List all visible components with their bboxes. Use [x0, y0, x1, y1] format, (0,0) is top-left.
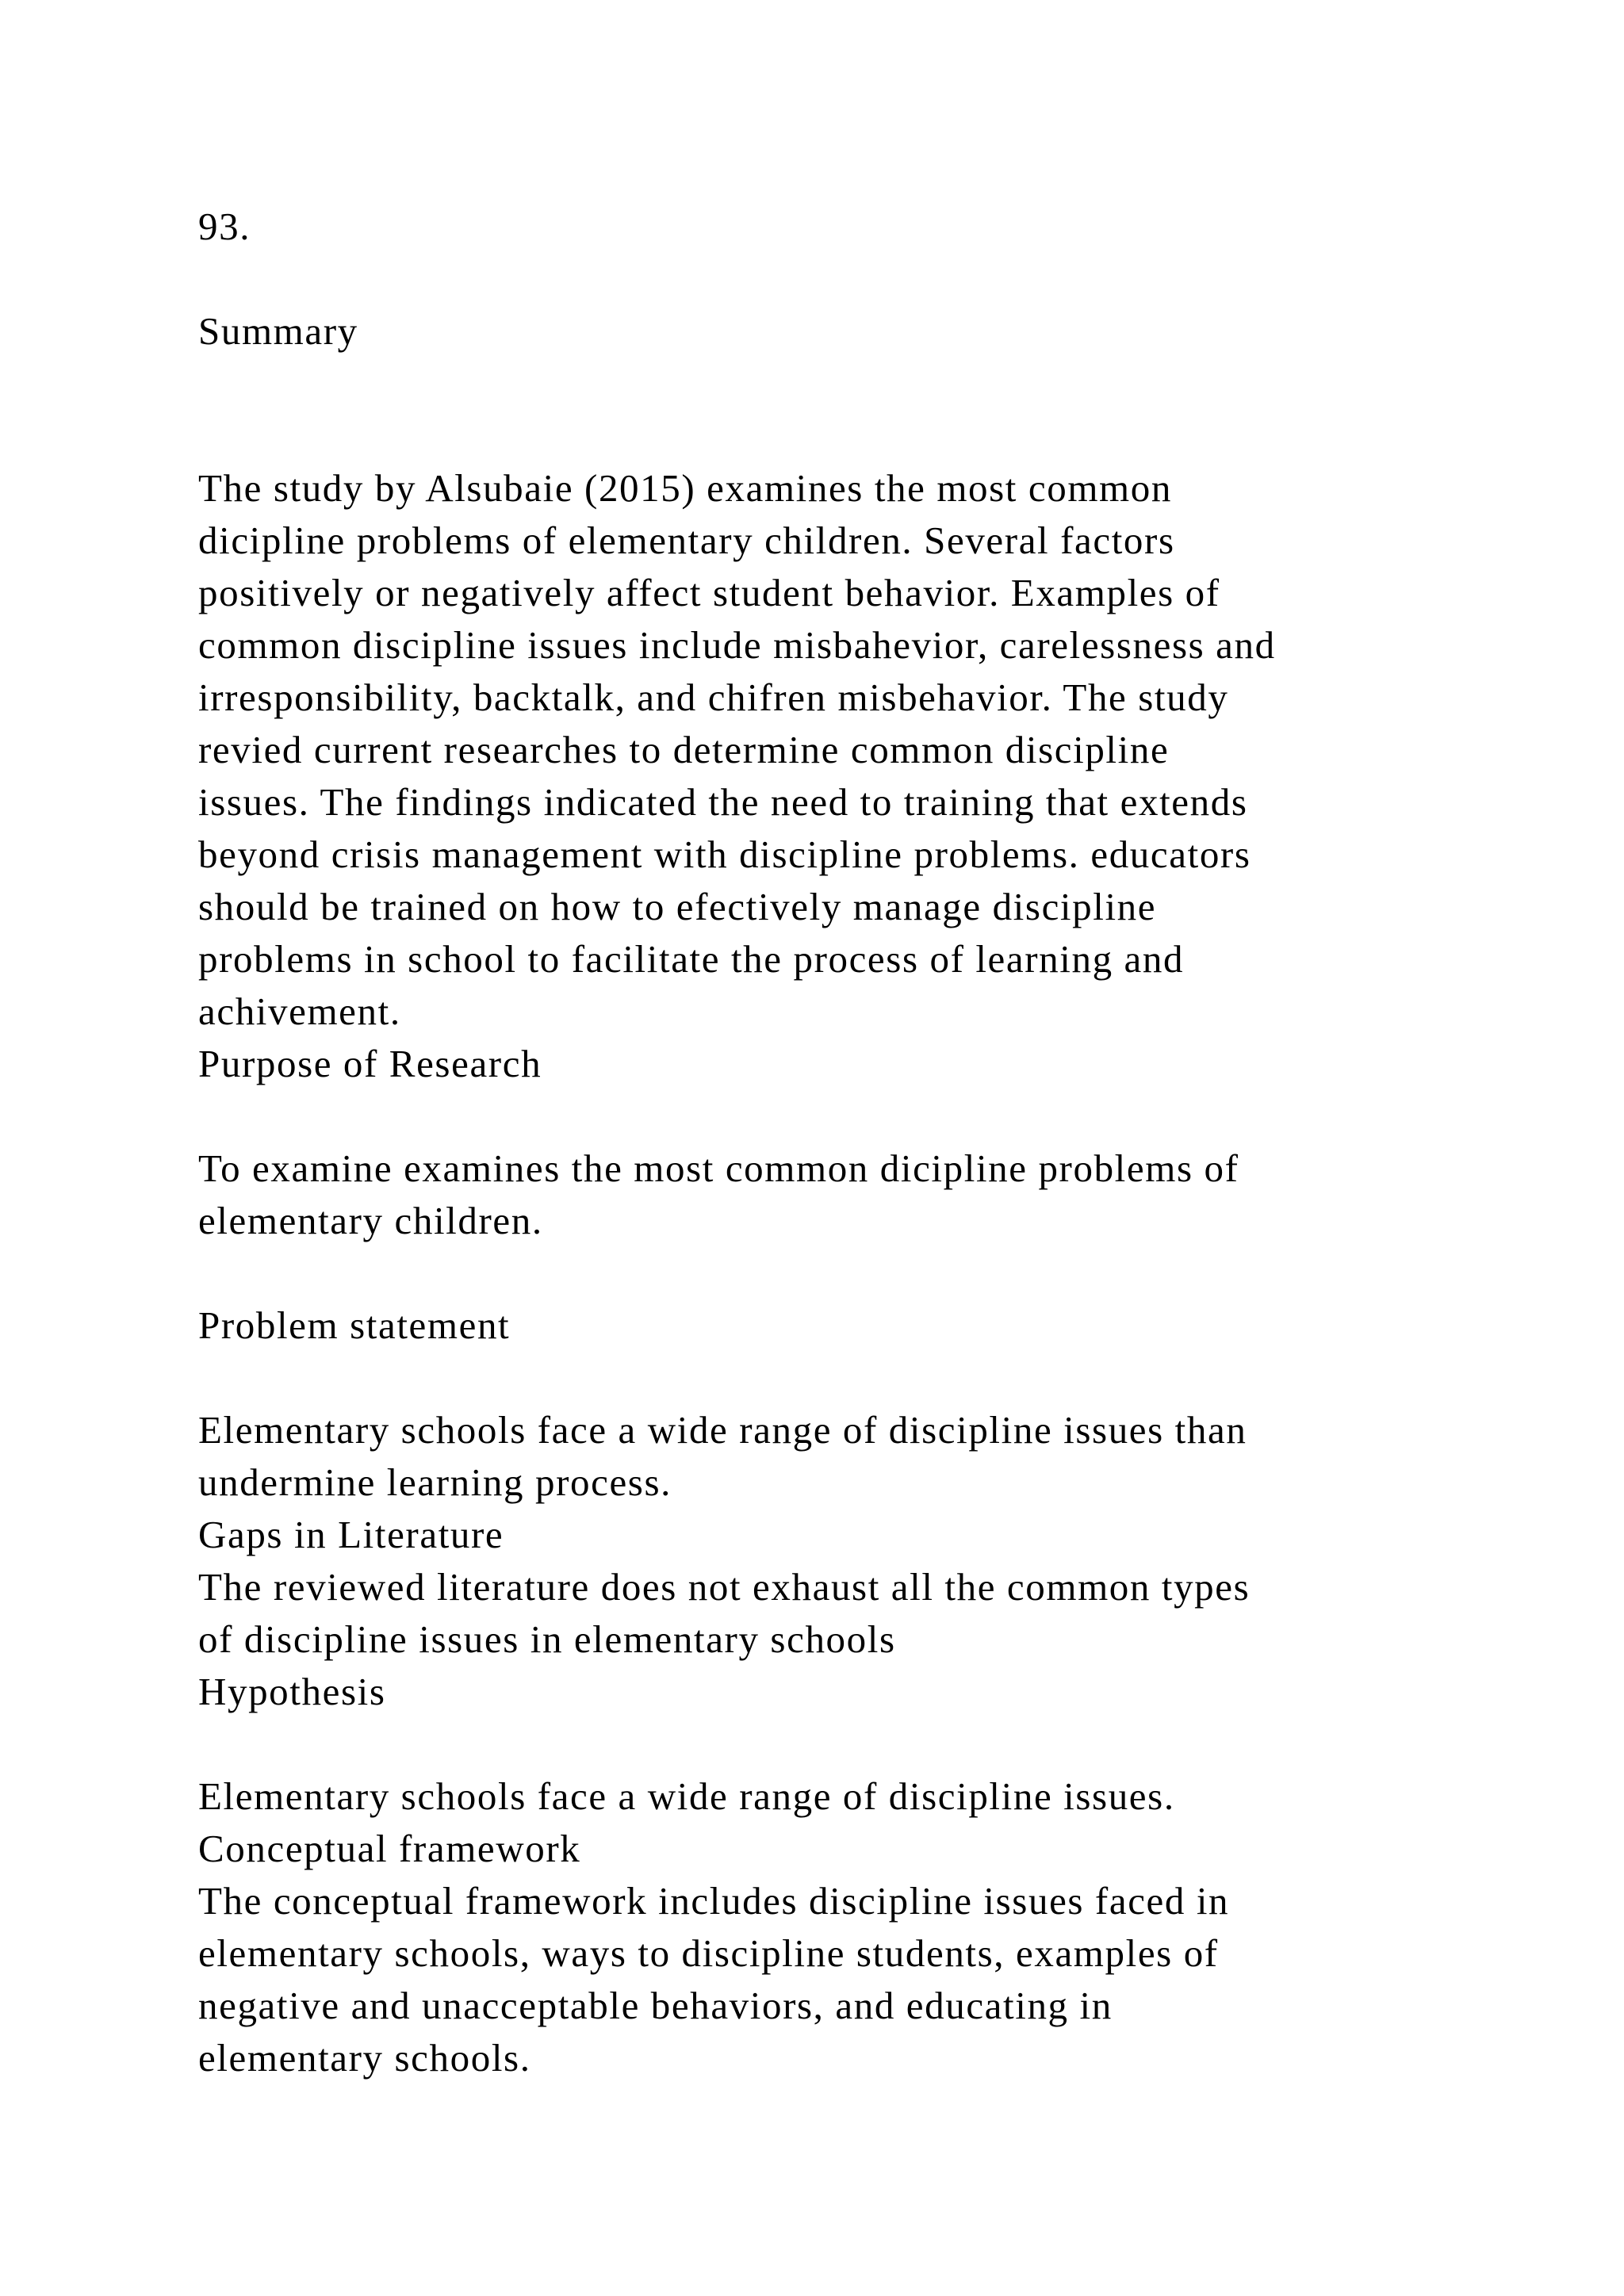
summary-line: should be trained on how to efectively manage discipline: [198, 885, 1157, 928]
summary-line: beyond crisis management with discipline problems. educators: [198, 832, 1251, 876]
problem-line: undermine learning process.: [198, 1460, 672, 1504]
purpose-line: elementary children.: [198, 1199, 543, 1242]
framework-line: elementary schools.: [198, 2036, 531, 2080]
summary-line: issues. The findings indicated the need to training that extends: [198, 780, 1248, 824]
summary-line: irresponsibility, backtalk, and chifren misbehavior. The study: [198, 675, 1229, 719]
gaps-line: of discipline issues in elementary schools: [198, 1617, 896, 1661]
framework-line: The conceptual framework includes discipline issues faced in: [198, 1879, 1230, 1923]
summary-line: dicipline problems of elementary children. Several factors: [198, 519, 1175, 562]
hypothesis-heading: Hypothesis: [198, 1670, 386, 1713]
gaps-line: The reviewed literature does not exhaust all the common types: [198, 1565, 1251, 1609]
summary-line: achivement.: [198, 989, 401, 1033]
summary-line: common discipline issues include misbahevior, carelessness and: [198, 623, 1276, 667]
problem-line: Elementary schools face a wide range of discipline issues than: [198, 1408, 1247, 1452]
problem-heading: Problem statement: [198, 1303, 511, 1347]
purpose-heading: Purpose of Research: [198, 1042, 542, 1085]
framework-line: negative and unacceptable behaviors, and educating in: [198, 1984, 1113, 2027]
page-number: 93.: [198, 205, 251, 248]
framework-line: elementary schools, ways to discipline students, examples of: [198, 1931, 1219, 1975]
purpose-line: To examine examines the most common dicipline problems of: [198, 1146, 1239, 1190]
summary-line: revied current researches to determine common discipline: [198, 728, 1170, 771]
summary-line: positively or negatively affect student behavior. Examples of: [198, 571, 1220, 614]
hypothesis-line: Elementary schools face a wide range of discipline issues.: [198, 1774, 1175, 1818]
summary-heading: Summary: [198, 309, 358, 353]
framework-heading: Conceptual framework: [198, 1827, 581, 1870]
summary-line: The study by Alsubaie (2015) examines the most common: [198, 466, 1172, 510]
summary-line: problems in school to facilitate the process of learning and: [198, 937, 1185, 981]
gaps-heading: Gaps in Literature: [198, 1513, 504, 1556]
